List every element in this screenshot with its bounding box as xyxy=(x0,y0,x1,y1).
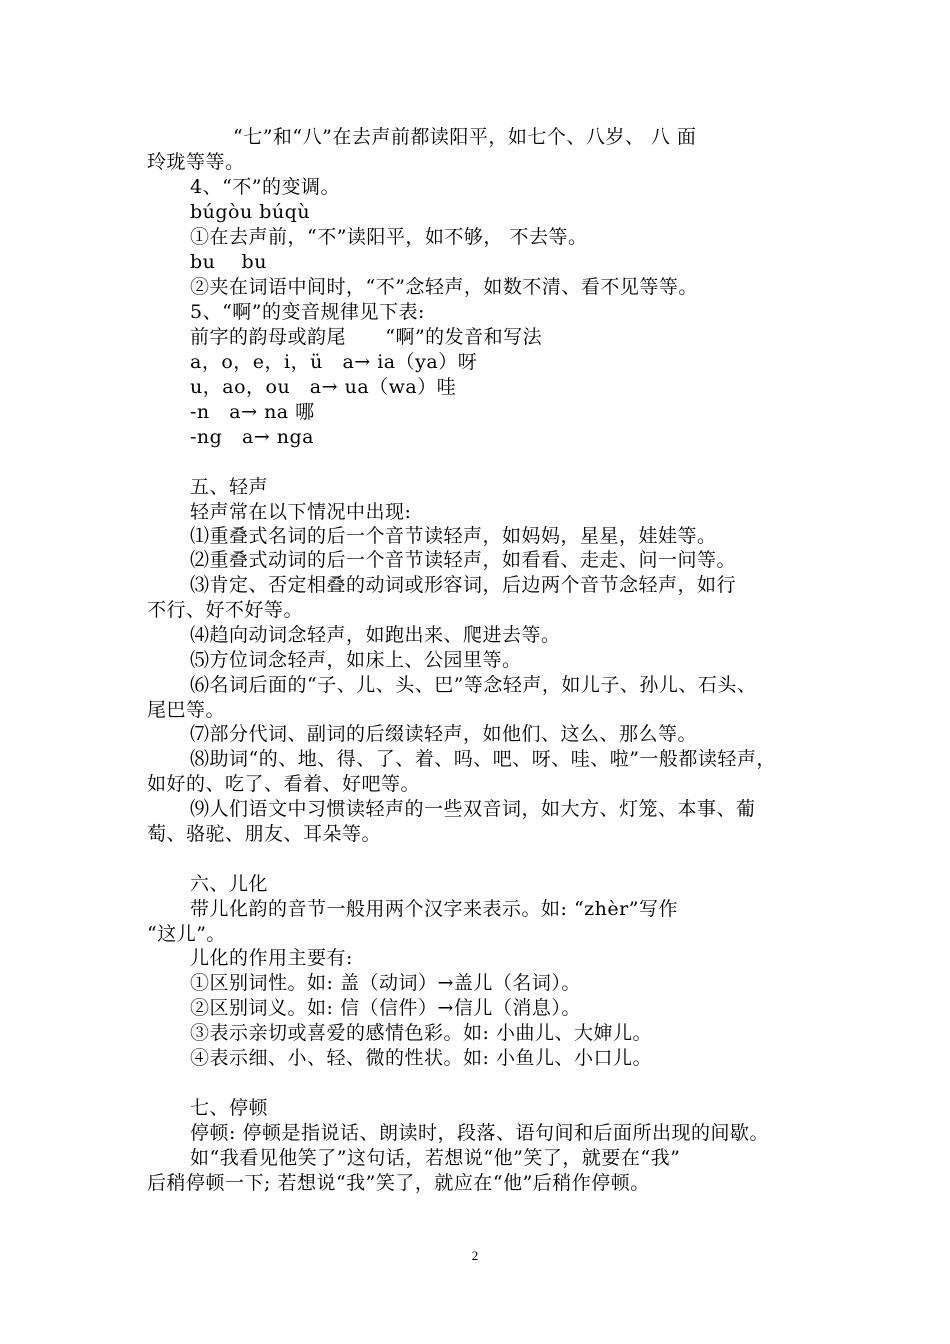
text-line: ②夹在词语中间时，“不”念轻声，如数不清、看不见等等。 xyxy=(190,276,698,298)
list-item: ⑴重叠式名词的后一个音节读轻声，如妈妈，星星，娃娃等。 xyxy=(190,525,717,547)
page-number: 2 xyxy=(471,1248,479,1263)
text-line: 如好的、吃了、看着、好吧等。 xyxy=(147,773,421,795)
text-line: 儿化的作用主要有: xyxy=(190,947,353,969)
text-line: 后稍停顿一下; 若想说“我”笑了，就应在“他”后稍作停顿。 xyxy=(147,1172,650,1194)
list-item: ⑼人们语文中习惯读轻声的一些双音词，如大方、灯笼、本事、葡 xyxy=(190,798,756,820)
list-item: ⑺部分代词、副词的后缀读轻声，如他们、这么、那么等。 xyxy=(190,723,698,745)
list-item: ①区别词性。如: 盖（动词）→盖儿（名词）。 xyxy=(190,972,581,994)
text-line: 玲珑等等。 xyxy=(147,151,245,173)
list-item: ④表示细、小、轻、微的性状。如: 小鱼儿、小口儿。 xyxy=(190,1047,652,1069)
table-row: a，o，e，i，ü a→ ia（ya）呀 xyxy=(190,351,478,373)
text-line: 如“我看见他笑了”这句话，若想说“他”笑了，就要在“我” xyxy=(190,1147,681,1169)
text-line: búgòu búqù xyxy=(190,201,311,223)
text-line: 尾巴等。 xyxy=(147,699,226,721)
section-heading: 七、停顿 xyxy=(190,1097,269,1119)
text-line: bu bu xyxy=(190,251,267,273)
text-line: 不行、好不好等。 xyxy=(147,599,304,621)
section-heading: 六、儿化 xyxy=(190,873,269,895)
table-row: u，ao，ou a→ ua（wa）哇 xyxy=(190,376,457,398)
list-item: ⑹名词后面的“子、儿、头、巴”等念轻声，如儿子、孙儿、石头、 xyxy=(190,674,757,696)
list-item: ⑶肯定、否定相叠的动词或形容词，后边两个音节念轻声，如行 xyxy=(190,574,737,596)
text-line: 停顿: 停顿是指说话、朗读时，段落、语句间和后面所出现的间歇。 xyxy=(190,1122,769,1144)
text-line: 带儿化韵的音节一般用两个汉字来表示。如: “zhèr”写作 xyxy=(190,898,678,920)
list-item: ②区别词义。如: 信（信件）→信儿（消息）。 xyxy=(190,997,581,1019)
text-line: 4、“不”的变调。 xyxy=(190,176,341,198)
list-item: ⑷趋向动词念轻声，如跑出来、爬进去等。 xyxy=(190,624,561,646)
list-item: ⑵重叠式动词的后一个音节读轻声，如看看、走走、问一问等。 xyxy=(190,549,737,571)
text-line: “七”和“八”在去声前都读阳平，如七个、八岁、 八 面 xyxy=(233,126,697,148)
text-line: 5、“啊”的变音规律见下表: xyxy=(190,301,425,323)
list-item: ⑻助词“的、地、得、了、着、吗、吧、呀、哇、啦”一般都读轻声， xyxy=(190,748,776,770)
text-line: ①在去声前，“不”读阳平，如不够， 不去等。 xyxy=(190,226,588,248)
list-item: ③表示亲切或喜爱的感情色彩。如: 小曲儿、大婶儿。 xyxy=(190,1022,652,1044)
table-header-line: 前字的韵母或韵尾 “啊”的发音和写法 xyxy=(190,326,543,348)
text-line: “这儿”。 xyxy=(147,923,226,945)
section-heading: 五、轻声 xyxy=(190,476,269,498)
table-row: -n a→ na 哪 xyxy=(190,401,315,423)
list-item: ⑸方位词念轻声，如床上、公园里等。 xyxy=(190,649,522,671)
table-row: -ng a→ nga xyxy=(190,426,314,448)
text-line: 萄、骆驼、朋友、耳朵等。 xyxy=(147,823,382,845)
text-line: 轻声常在以下情况中出现: xyxy=(190,501,412,523)
